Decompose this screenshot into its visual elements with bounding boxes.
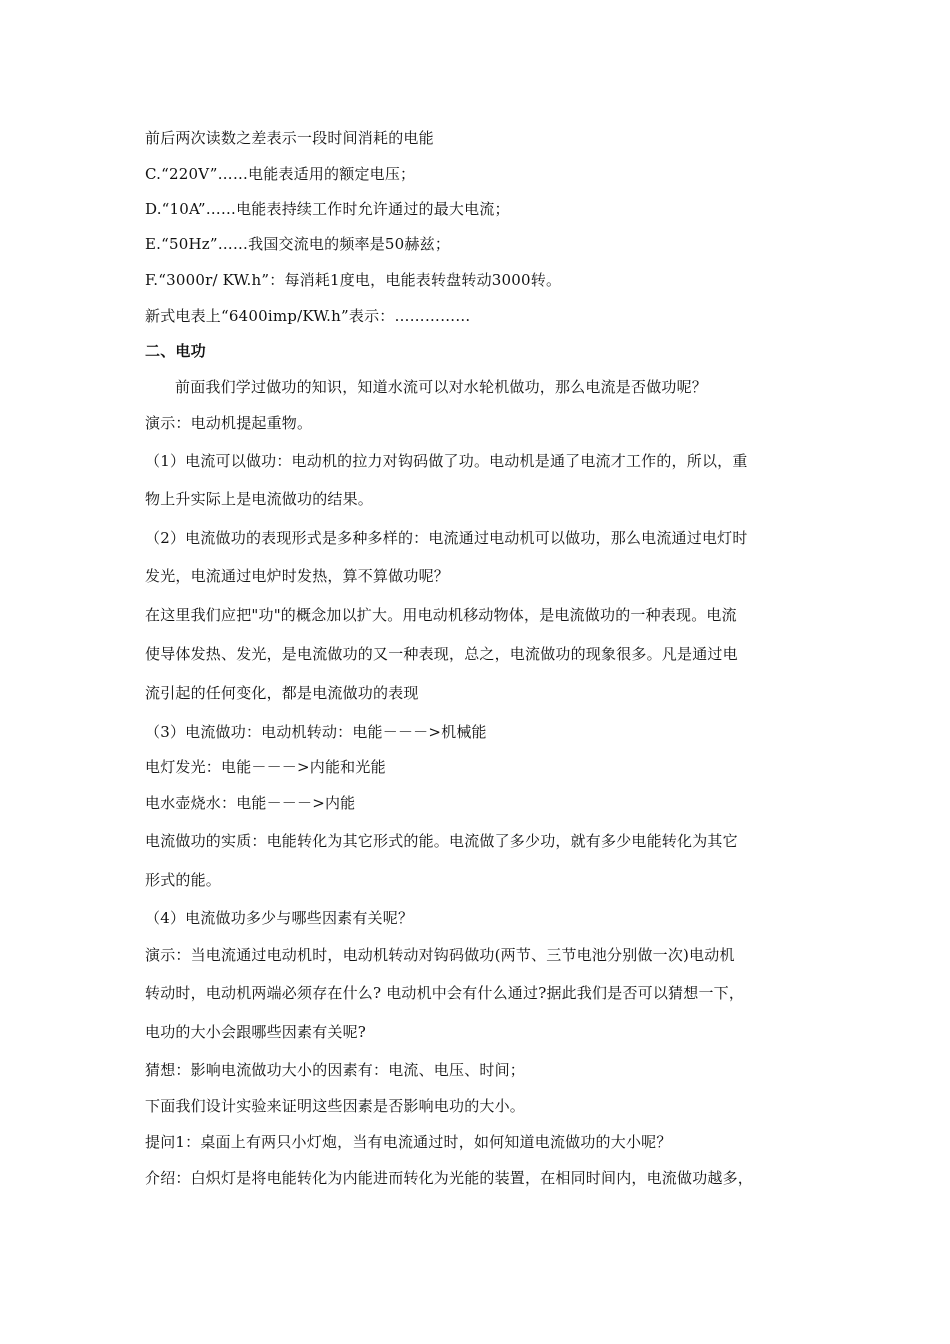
- text-line: 电功的大小会跟哪些因素有关呢?: [145, 1023, 367, 1041]
- text-line: 电水壶烧水：电能－－－>内能: [145, 794, 356, 812]
- text-line: 形式的能。: [145, 871, 222, 889]
- text-line: 电灯发光：电能－－－>内能和光能: [145, 758, 386, 776]
- text-line: 转动时，电动机两端必须存在什么? 电动机中会有什么通过?据此我们是否可以猜想一下，: [145, 984, 745, 1002]
- paragraph-line: 前面我们学过做功的知识，知道水流可以对水轮机做功，那么电流是否做功呢？: [175, 378, 708, 396]
- text-line: D.“10A”……电能表持续工作时允许通过的最大电流；: [145, 200, 510, 218]
- text-line: 演示：当电流通过电动机时，电动机转动对钩码做功(两节、三节电池分别做一次)电动机: [145, 946, 735, 964]
- text-line: （2）电流做功的表现形式是多种多样的：电流通过电动机可以做功，那么电流通过电灯时: [145, 529, 748, 547]
- text-line: 介绍：白炽灯是将电能转化为内能进而转化为光能的装置，在相同时间内，电流做功越多，: [145, 1169, 754, 1187]
- text-line: 前后两次读数之差表示一段时间消耗的电能: [145, 129, 434, 147]
- text-line: 猜想：影响电流做功大小的因素有：电流、电压、时间；: [145, 1061, 526, 1079]
- section-heading: 二、电功: [145, 342, 206, 360]
- text-line: 新式电表上“6400imp/KW.h”表示：……………: [145, 307, 471, 325]
- text-line: （3）电流做功：电动机转动：电能－－－>机械能: [145, 723, 487, 741]
- text-line: E.“50Hz”……我国交流电的频率是50赫兹；: [145, 235, 451, 253]
- text-line: 演示：电动机提起重物。: [145, 414, 313, 432]
- text-line: C.“220V”……电能表适用的额定电压；: [145, 165, 416, 183]
- text-line: 在这里我们应把"功"的概念加以扩大。用电动机移动物体，是电流做功的一种表现。电流: [145, 606, 737, 624]
- text-line: 发光，电流通过电炉时发热，算不算做功呢？: [145, 567, 450, 585]
- text-line: 电流做功的实质：电能转化为其它形式的能。电流做了多少功，就有多少电能转化为其它: [145, 832, 738, 850]
- text-line: 下面我们设计实验来证明这些因素是否影响电功的大小。: [145, 1097, 526, 1115]
- text-line: 流引起的任何变化，都是电流做功的表现: [145, 684, 419, 702]
- text-line: （4）电流做功多少与哪些因素有关呢？: [145, 909, 414, 927]
- text-line: 物上升实际上是电流做功的结果。: [145, 490, 374, 508]
- text-line: 提问1：桌面上有两只小灯炮，当有电流通过时，如何知道电流做功的大小呢？: [145, 1133, 672, 1151]
- text-line: （1）电流可以做功：电动机的拉力对钩码做了功。电动机是通了电流才工作的，所以，重: [145, 452, 748, 470]
- text-line: F.“3000r/ KW.h”：每消耗1度电，电能表转盘转动3000转。: [145, 271, 562, 289]
- document-page: [145, 0, 810, 1344]
- text-line: 使导体发热、发光，是电流做功的又一种表现，总之，电流做功的现象很多。凡是通过电: [145, 645, 738, 663]
